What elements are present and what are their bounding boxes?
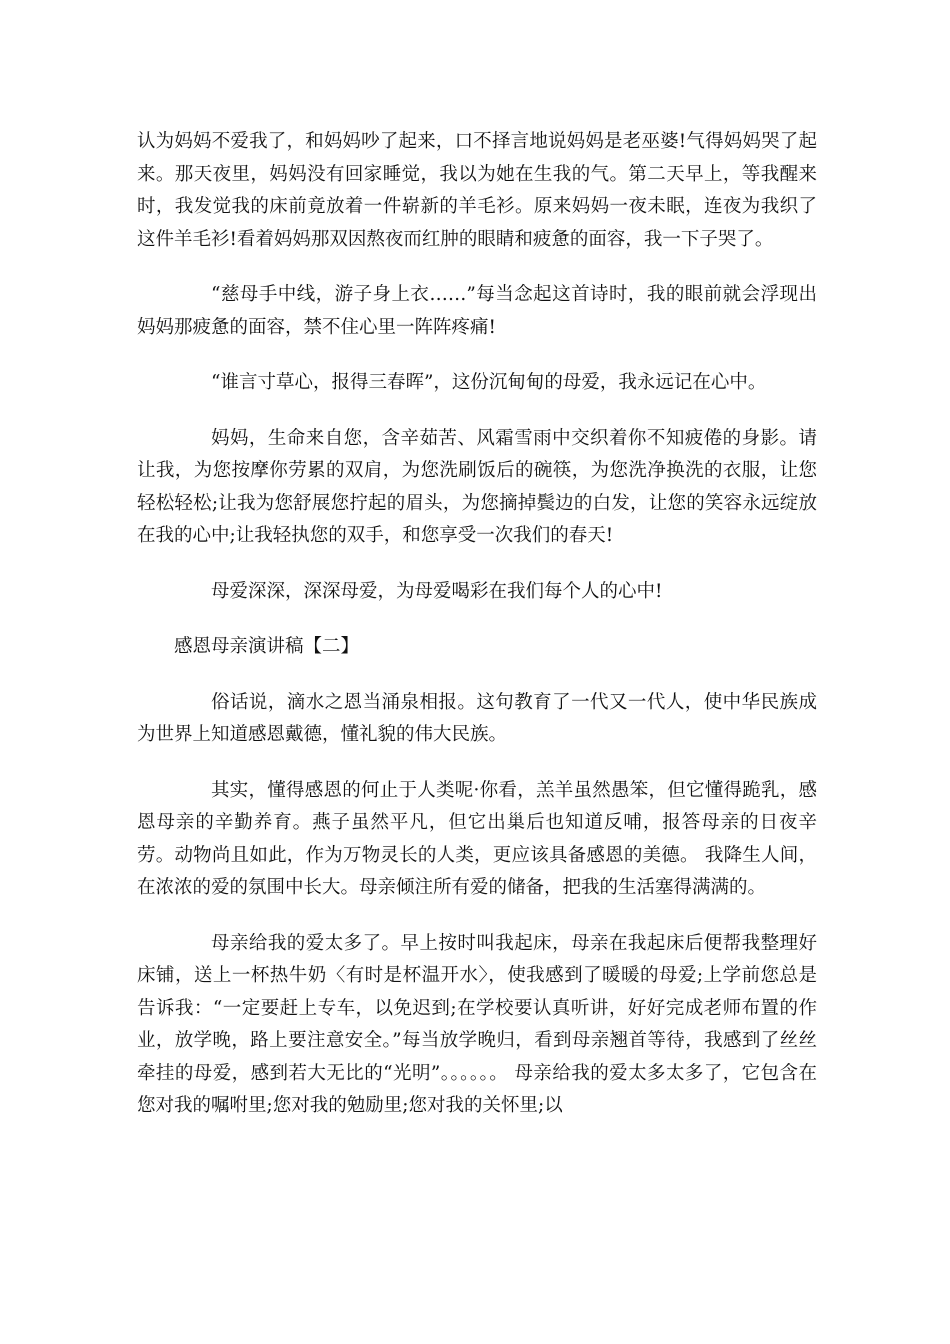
document-body <box>137 126 817 1146</box>
paragraph-mother-love: 母亲给我的爱太多了。早上按时叫我起床，母亲在我起床后便帮我整理好床铺，送上一杯热牛奶〈有时是杯温开水〉，使我感到了暖暖的母爱;上学前您总是告诉我：“一定要赶上专车，以免迟到;在学校要认真听讲，好好完成老师布置的作业，放学晚，路上要注意安全。”每当放学晚归，看到母亲翘首等待，我感到了丝丝牵挂的母爱，感到若大无比的“光明”。。。。。。 母亲给我的爱太多太多了，它包含在您对我的嘱咐里;您对我的勉励里;您对我的关怀里;以 <box>137 932 817 1116</box>
paragraph-closing: 母爱深深，深深母爱，为母爱喝彩在我们每个人的心中! <box>211 580 663 602</box>
section-heading: 感恩母亲演讲稿【二】 <box>174 636 360 657</box>
paragraph-continuation: 认为妈妈不爱我了，和妈妈吵了起来，口不择言地说妈妈是老巫婆!气得妈妈哭了起来。那天夜里，妈妈没有回家睡觉，我以为她在生我的气。第二天早上，等我醒来时，我发觉我的床前竟放着一件崭新的羊毛衫。原来妈妈一夜未眠，连夜为我织了这件羊毛衫!看着妈妈那双因熬夜而红肿的眼睛和疲惫的面容，我一下子哭了。 <box>137 131 817 250</box>
paragraph-gratitude: 其实，懂得感恩的何止于人类呢·你看，羔羊虽然愚笨，但它懂得跪乳，感恩母亲的辛勤养育。燕子虽然平凡，但它出巢后也知道反哺，报答母亲的日夜辛劳。动物尚且如此，作为万物灵长的人类，更应该具备感恩的美德。 我降生人间，在浓浓的爱的氛围中长大。母亲倾注所有爱的储备，把我的生活塞得满满的。 <box>137 779 817 898</box>
paragraph-proverb: 俗话说，滴水之恩当涌泉相报。这句教育了一代又一代人，使中华民族成为世界上知道感恩戴德，懂礼貌的伟大民族。 <box>137 691 817 745</box>
paragraph-mother-address: 妈妈，生命来自您，含辛茹苦、风霜雪雨中交织着你不知疲倦的身影。请让我，为您按摩你劳累的双肩，为您洗刷饭后的碗筷，为您洗净换洗的衣服，让您轻松轻松;让我为您舒展您拧起的眉头，为您摘掉鬓边的白发，让您的笑容永远绽放在我的心中;让我轻执您的双手，和您享受一次我们的春天! <box>137 427 817 546</box>
paragraph-poem-quote: “慈母手中线，游子身上衣……”每当念起这首诗时，我的眼前就会浮现出妈妈那疲惫的面容，禁不住心里一阵阵疼痛! <box>137 284 817 338</box>
paragraph-poem-quote-2: “谁言寸草心，报得三春晖”，这份沉甸甸的母爱，我永远记在心中。 <box>211 372 767 393</box>
